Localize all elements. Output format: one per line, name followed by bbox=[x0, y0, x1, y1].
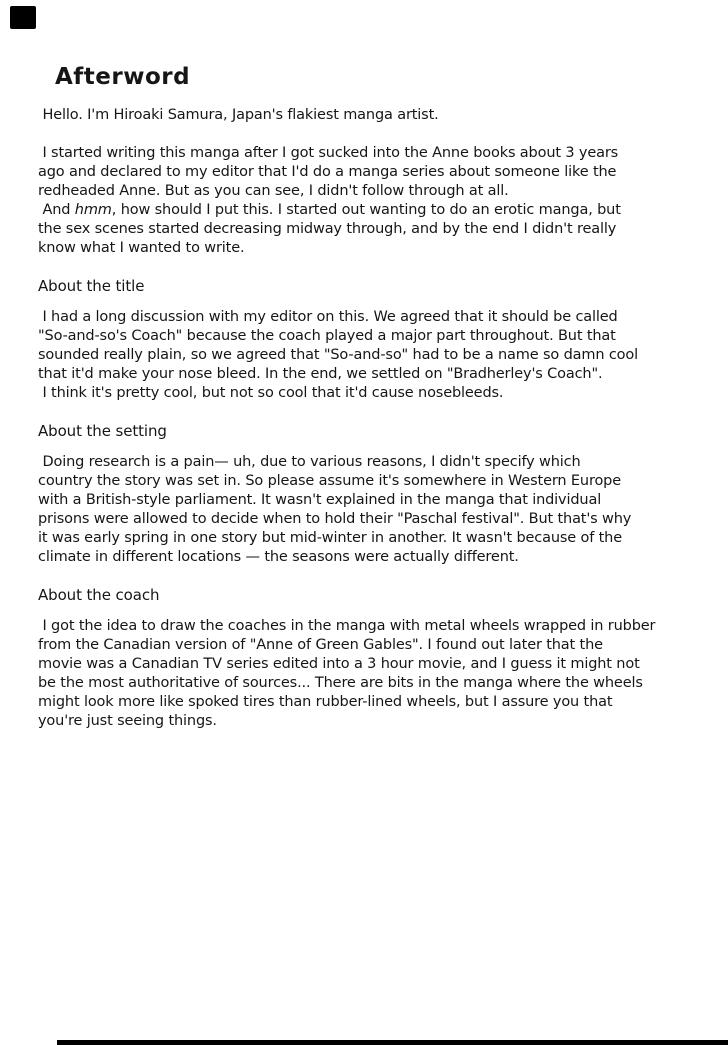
intro-line: Hello. I'm Hiroaki Samura, Japan's flakiest manga artist. bbox=[38, 107, 439, 123]
bottom-print-mark bbox=[57, 1040, 728, 1045]
text-segment: , how should I put this. I started out wanting to do an erotic manga, but bbox=[111, 202, 621, 218]
paragraph-line: I think it's pretty cool, but not so cool that it'd cause nosebleeds. bbox=[38, 385, 504, 401]
paragraph-line: sounded really plain, so we agreed that "So-and-so" had to be a name so damn cool bbox=[38, 347, 638, 363]
paragraph-line: with a British-style parliament. It wasn't explained in the manga that individual bbox=[38, 492, 602, 508]
section-heading-setting: About the setting bbox=[38, 422, 167, 440]
coach-paragraph bbox=[38, 617, 698, 731]
paragraph-line: I got the idea to draw the coaches in the manga with metal wheels wrapped in rubber bbox=[38, 618, 656, 634]
italic-hmm: hmm bbox=[74, 202, 112, 218]
paragraph-line: "So-and-so's Coach" because the coach played a major part throughout. But that bbox=[38, 328, 616, 344]
section-heading-coach: About the coach bbox=[38, 586, 160, 604]
setting-paragraph bbox=[38, 453, 698, 567]
paragraph-line: I started writing this manga after I got sucked into the Anne books about 3 years bbox=[38, 145, 619, 161]
paragraph-line: ago and declared to my editor that I'd do a manga series about someone like the bbox=[38, 164, 617, 180]
paragraph-line: might look more like spoked tires than rubber-lined wheels, but I assure you that bbox=[38, 694, 613, 710]
opening-paragraph bbox=[38, 144, 698, 258]
text-segment: And bbox=[38, 202, 75, 218]
intro-paragraph bbox=[38, 106, 698, 125]
top-left-print-mark bbox=[10, 6, 36, 29]
paragraph-line: be the most authoritative of sources... There are bits in the manga where the wheels bbox=[38, 675, 643, 691]
paragraph-line: that it'd make your nose bleed. In the end, we settled on "Bradherley's Coach". bbox=[38, 366, 603, 382]
title-paragraph bbox=[38, 308, 698, 403]
paragraph-line: movie was a Canadian TV series edited into a 3 hour movie, and I guess it might not bbox=[38, 656, 640, 672]
paragraph-line: redheaded Anne. But as you can see, I didn't follow through at all. bbox=[38, 183, 509, 199]
paragraph-line: from the Canadian version of "Anne of Green Gables". I found out later that the bbox=[38, 637, 603, 653]
paragraph-line: country the story was set in. So please assume it's somewhere in Western Europe bbox=[38, 473, 622, 489]
page-title: Afterword bbox=[55, 64, 191, 90]
paragraph-line: prisons were allowed to decide when to hold their "Paschal festival". But that's why bbox=[38, 511, 632, 527]
paragraph-line: Doing research is a pain— uh, due to various reasons, I didn't specify which bbox=[38, 454, 581, 470]
paragraph-line: I had a long discussion with my editor on this. We agreed that it should be called bbox=[38, 309, 618, 325]
paragraph-line: you're just seeing things. bbox=[38, 713, 217, 729]
paragraph-line: the sex scenes started decreasing midway through, and by the end I didn't really bbox=[38, 221, 617, 237]
paragraph-line: climate in different locations — the seasons were actually different. bbox=[38, 549, 519, 565]
section-heading-title: About the title bbox=[38, 277, 145, 295]
paragraph-line: know what I wanted to write. bbox=[38, 240, 245, 256]
paragraph-line: it was early spring in one story but mid-winter in another. It wasn't because of the bbox=[38, 530, 622, 546]
paragraph-line bbox=[38, 201, 698, 220]
